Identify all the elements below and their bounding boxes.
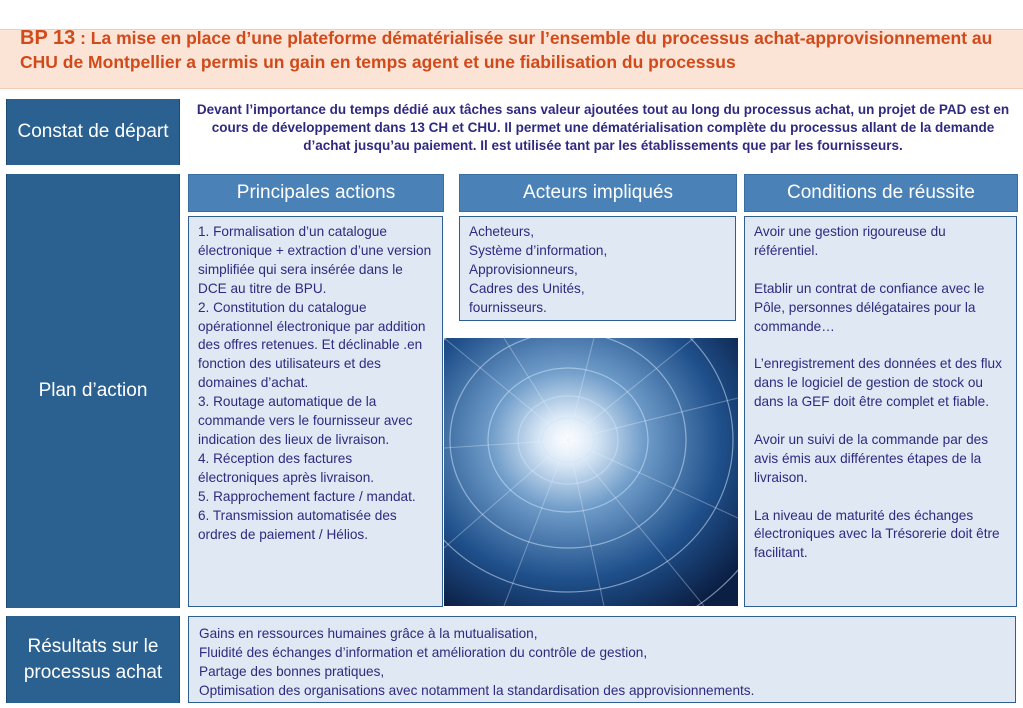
column-header-acteurs-text: Acteurs impliqués [523, 182, 673, 203]
result-item: Gains en ressources humaines grâce à la mutualisation, [199, 626, 538, 641]
result-item: Partage des bonnes pratiques, [199, 663, 385, 679]
title-text: : La mise en place d’une plateforme dématérialisée sur l’ensemble du processus achat-approvisionnement au CHU de Montpellier a permis un gain en temps agent et une fiabilisation du processus [20, 28, 993, 72]
side-label-resultats-text: Résultats sur le processus achat [23, 635, 163, 683]
acteur-item: Système d’information, [469, 242, 608, 258]
result-item: Optimisation des organisations avec notamment la standardisation des approvisionnements. [199, 682, 755, 698]
column-header-actions [188, 174, 444, 212]
conditions-box [744, 216, 1017, 607]
condition-item: Avoir un suivi de la commande par des avis émis aux différentes étapes de la livraison. [754, 431, 988, 485]
side-label-plan-text: Plan d’action [38, 380, 148, 401]
action-item: 6. Transmission automatisée des ordres de paiement / Hélios. [198, 507, 397, 542]
action-item: 1. Formalisation d’un catalogue électronique + extraction d’une version simplifiée qui sera insérée dans le DCE au titre de BPU. [198, 224, 432, 296]
condition-item: Etablir un contrat de confiance avec le Pôle, personnes délégataires pour la commande… [754, 280, 985, 334]
action-item: 2. Constitution du catalogue opérationnel électronique par addition des offres retenues. Et déclinable .en fonction des utilisateurs et des domaines d’achat. [198, 299, 426, 391]
acteurs-box [459, 216, 736, 321]
title-code: BP 13 [20, 27, 76, 49]
acteur-item: Acheteurs, [469, 224, 534, 239]
result-item: Fluidité des échanges d’information et amélioration du contrôle de gestion, [199, 644, 648, 660]
side-label-plan [6, 174, 180, 608]
data-tunnel-graphic [444, 338, 738, 606]
side-label-resultats [6, 616, 180, 703]
acteur-item: Approvisionneurs, [469, 261, 578, 277]
condition-item: La niveau de maturité des échanges électroniques avec la Trésorerie doit être facilitant. [754, 507, 1000, 561]
acteur-item: fournisseurs. [469, 299, 547, 315]
column-header-conditions-text: Conditions de réussite [787, 182, 975, 203]
data-tunnel-image [444, 338, 738, 606]
column-header-acteurs [459, 174, 737, 212]
action-item: 4. Réception des factures électroniques après livraison. [198, 450, 375, 485]
results-box [188, 616, 1016, 703]
actions-box [188, 216, 443, 607]
side-label-constat-text: Constat de départ [17, 121, 169, 142]
action-item: 5. Rapprochement facture / mandat. [198, 488, 416, 504]
column-header-actions-text: Principales actions [236, 182, 396, 203]
intro-paragraph: Devant l’importance du temps dédié aux tâches sans valeur ajoutées tout au long du processus achat, un projet de PAD est en cours de développement dans 13 CH et CHU. Il permet une dématérialisation complète du processus allant de la demande d’achat jusqu’au paiement. Il est utilisée tant par les établissements que par les fournisseurs. [196, 102, 1010, 153]
acteur-item: Cadres des Unités, [469, 280, 585, 296]
side-label-constat [6, 99, 180, 165]
page-title [20, 26, 1010, 74]
condition-item: L’enregistrement des données et des flux dans le logiciel de gestion de stock ou dans la GEF doit être complet et fiable. [754, 356, 1002, 410]
action-item: 3. Routage automatique de la commande vers le fournisseur avec indication des lieux de livraison. [198, 394, 413, 447]
column-header-conditions [744, 174, 1018, 212]
condition-item: Avoir une gestion rigoureuse du référentiel. [754, 224, 946, 258]
